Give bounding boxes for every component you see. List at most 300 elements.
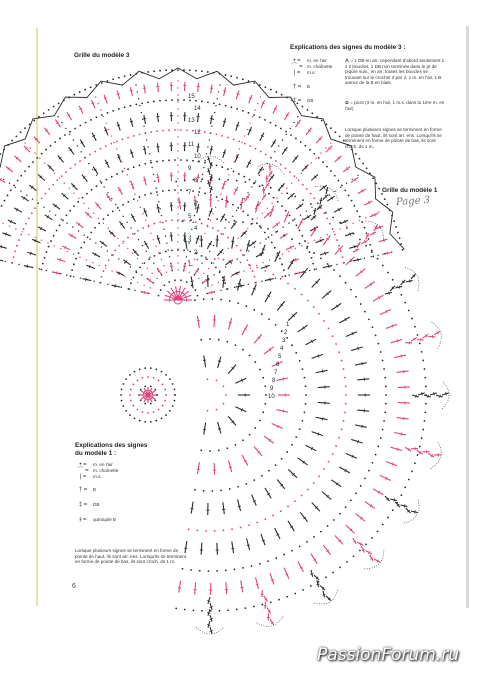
chain-stitch-mark xyxy=(158,380,160,382)
chain-stitch-mark xyxy=(106,179,108,181)
chain-stitch-mark xyxy=(116,173,118,175)
crochet-stitch-mark xyxy=(256,201,259,213)
chain-stitch-mark xyxy=(425,403,427,405)
chain-stitch-mark xyxy=(201,70,203,72)
crochet-stitch-mark xyxy=(208,156,210,163)
chain-stitch-mark xyxy=(305,403,307,405)
crochet-stitch-mark xyxy=(288,521,294,531)
chain-stitch-mark xyxy=(177,213,178,214)
chain-stitch-mark xyxy=(245,305,247,307)
chain-stitch-mark xyxy=(195,221,197,223)
chain-stitch-mark xyxy=(32,161,34,163)
chain-stitch-mark xyxy=(150,131,152,133)
crochet-stitch-bar xyxy=(156,207,159,208)
crochet-stitch-bar xyxy=(178,291,181,292)
chain-stitch-mark xyxy=(285,131,287,133)
crochet-stitch-bar xyxy=(210,619,213,620)
crochet-stitch-bar xyxy=(310,574,313,575)
crochet-stitch-mark xyxy=(210,146,212,155)
chain-stitch-mark xyxy=(134,417,136,419)
chain-stitch-mark xyxy=(265,238,266,239)
chain-stitch-mark xyxy=(153,282,154,283)
chain-stitch-mark xyxy=(280,164,282,166)
chain-stitch-mark xyxy=(218,91,219,92)
chain-stitch-mark xyxy=(186,281,188,283)
crochet-stitch-bar xyxy=(283,377,284,380)
chain-stitch-mark xyxy=(90,232,92,234)
model3-round-number: 4 xyxy=(194,226,198,232)
chain-stitch-mark xyxy=(414,462,416,464)
chain-stitch-mark xyxy=(346,227,348,229)
chain-stitch-mark xyxy=(114,249,116,251)
chain-stitch-mark xyxy=(299,230,301,232)
chain-stitch-mark xyxy=(323,267,324,268)
crochet-stitch-bar xyxy=(185,296,186,299)
chain-stitch-mark xyxy=(153,174,154,175)
chain-stitch-mark xyxy=(205,287,206,288)
chain-stitch-mark xyxy=(59,224,61,226)
chain-stitch-mark xyxy=(112,254,113,255)
crochet-stitch-mark xyxy=(238,499,241,511)
crochet-stitch-bar xyxy=(394,498,395,501)
crochet-stitch-bar xyxy=(27,265,28,268)
chain-stitch-mark xyxy=(52,184,54,186)
chain-stitch-mark xyxy=(359,550,361,552)
crochet-stitch-mark xyxy=(238,279,241,291)
chain-stitch-mark xyxy=(339,135,341,137)
crochet-stitch-mark xyxy=(311,174,318,180)
model1-round-number: 3 xyxy=(282,338,286,344)
crochet-stitch-mark xyxy=(171,202,172,211)
crochet-stitch-mark xyxy=(357,379,369,380)
crochet-stitch-bar xyxy=(253,288,256,289)
chain-stitch-mark xyxy=(242,254,243,255)
crochet-stitch-bar xyxy=(389,292,390,295)
chain-stitch-mark xyxy=(282,276,283,277)
crochet-stitch-bar xyxy=(236,125,239,126)
crochet-stitch-mark xyxy=(117,122,120,131)
crochet-stitch-bar xyxy=(143,149,146,150)
chain-stitch-mark xyxy=(227,168,229,170)
chain-stitch-mark xyxy=(298,179,300,181)
chain-stitch-mark xyxy=(207,293,208,294)
chain-stitch-mark xyxy=(385,403,387,405)
chain-stitch-mark xyxy=(159,70,161,72)
chain-stitch-mark xyxy=(191,229,192,230)
chain-stitch-mark xyxy=(85,122,87,124)
chain-stitch-mark xyxy=(253,183,255,185)
chain-stitch-mark xyxy=(260,151,262,153)
crochet-stitch-bar xyxy=(358,347,359,350)
chain-stitch-mark xyxy=(204,233,205,234)
chain-stitch-mark xyxy=(148,258,150,260)
crochet-stitch-bar xyxy=(170,266,173,267)
chain-stitch-mark xyxy=(330,127,332,129)
chain-stitch-mark xyxy=(60,248,61,249)
chain-stitch-mark xyxy=(161,215,162,216)
chain-stitch-mark xyxy=(343,262,344,263)
chain-stitch-mark xyxy=(294,175,296,177)
chain-stitch-mark xyxy=(107,250,108,251)
crochet-stitch-mark xyxy=(401,280,406,285)
chain-stitch-mark xyxy=(338,351,340,353)
chain-stitch-mark xyxy=(151,273,152,274)
chain-stitch-mark xyxy=(34,152,35,153)
chain-stitch-mark xyxy=(78,198,79,199)
chain-stitch-mark xyxy=(157,268,158,269)
chain-stitch-mark xyxy=(268,279,269,280)
chain-stitch-mark xyxy=(186,129,188,131)
chain-stitch-mark xyxy=(174,189,176,191)
chain-stitch-mark xyxy=(263,169,264,170)
chain-stitch-mark xyxy=(4,200,6,202)
chain-stitch-mark xyxy=(268,470,270,472)
chain-stitch-mark xyxy=(47,242,48,243)
chain-stitch-mark xyxy=(310,193,312,195)
chain-stitch-mark xyxy=(5,261,6,262)
chain-stitch-mark xyxy=(275,125,277,127)
chain-stitch-mark xyxy=(103,270,105,272)
crochet-stitch-bar xyxy=(236,94,239,95)
chain-stitch-mark xyxy=(198,278,199,279)
chain-stitch-mark xyxy=(91,189,93,191)
chain-stitch-mark xyxy=(108,129,109,130)
legend-label: m. en l'air xyxy=(307,58,327,63)
chain-stitch-mark xyxy=(270,601,272,603)
chain-stitch-mark xyxy=(196,259,198,261)
chain-stitch-mark xyxy=(195,100,197,102)
chain-stitch-mark xyxy=(346,183,347,184)
crochet-stitch-bar xyxy=(322,417,323,420)
chain-stitch-mark xyxy=(210,132,211,133)
chain-stitch-mark xyxy=(90,86,92,88)
chain-stitch-mark xyxy=(165,374,167,376)
chain-stitch-mark xyxy=(121,400,123,402)
chain-stitch-mark xyxy=(313,197,315,199)
chain-stitch-mark xyxy=(299,428,301,430)
model3-round-number: 9 xyxy=(188,166,192,172)
crochet-stitch-mark xyxy=(424,395,431,397)
crochet-stitch-mark xyxy=(339,467,349,473)
chain-stitch-mark xyxy=(99,265,100,266)
chain-stitch-mark xyxy=(377,530,379,532)
chain-stitch-mark xyxy=(377,445,379,447)
chain-stitch-mark xyxy=(156,191,158,193)
crochet-stitch-bar xyxy=(223,90,226,91)
chain-stitch-mark xyxy=(129,414,131,416)
chain-stitch-mark xyxy=(288,251,289,252)
crochet-stitch-mark xyxy=(276,378,288,381)
chain-stitch-mark xyxy=(355,492,357,494)
chain-stitch-mark xyxy=(424,368,426,370)
chain-stitch-mark xyxy=(288,222,289,223)
crochet-stitch-mark xyxy=(411,511,418,513)
chain-stitch-mark xyxy=(165,251,167,253)
chain-stitch-mark xyxy=(168,249,169,250)
chain-stitch-mark xyxy=(250,268,251,269)
chain-stitch-mark xyxy=(307,489,309,491)
chain-stitch-mark xyxy=(408,479,410,481)
chain-stitch-mark xyxy=(282,254,283,255)
chain-stitch-mark xyxy=(310,585,312,587)
chain-stitch-mark xyxy=(395,226,397,228)
chain-stitch-mark xyxy=(325,147,326,148)
crochet-stitch-bar xyxy=(401,354,402,357)
chain-stitch-mark xyxy=(278,599,280,601)
crochet-stitch-mark xyxy=(157,204,159,213)
chain-stitch-mark xyxy=(291,183,292,184)
crochet-stitch-bar xyxy=(249,98,252,99)
chain-stitch-mark xyxy=(309,270,310,271)
chain-stitch-mark xyxy=(342,256,344,258)
crochet-stitch-bar xyxy=(89,265,90,268)
handwritten-page-note: Page 3 xyxy=(395,194,431,209)
legend-row xyxy=(76,474,156,480)
chain-stitch-mark xyxy=(313,153,315,155)
chain-stitch-mark xyxy=(316,268,317,269)
crochet-stitch-bar xyxy=(397,339,398,342)
chain-stitch-mark xyxy=(29,147,30,148)
chain-stitch-mark xyxy=(259,420,261,422)
crochet-stitch-mark xyxy=(390,286,395,291)
chain-stitch-mark xyxy=(69,210,71,212)
crochet-stitch-mark xyxy=(204,423,206,435)
chain-stitch-mark xyxy=(269,259,270,260)
chain-stitch-mark xyxy=(384,198,386,200)
chain-stitch-mark xyxy=(255,180,256,181)
chain-stitch-mark xyxy=(145,132,146,133)
crochet-stitch-mark xyxy=(288,259,294,269)
chain-stitch-mark xyxy=(150,386,152,388)
chain-stitch-mark xyxy=(50,145,52,147)
crochet-stitch-mark xyxy=(34,136,40,143)
chain-stitch-mark xyxy=(221,233,222,234)
chain-stitch-mark xyxy=(341,429,343,431)
crochet-stitch-mark xyxy=(217,249,223,256)
chain-stitch-mark xyxy=(335,343,337,345)
crochet-stitch-bar xyxy=(210,118,213,119)
crochet-stitch-mark xyxy=(326,146,332,152)
chain-stitch-mark xyxy=(144,386,146,388)
chain-stitch-mark xyxy=(172,405,174,407)
chain-stitch-mark xyxy=(164,400,166,402)
chain-stitch-mark xyxy=(153,377,155,379)
chain-stitch-mark xyxy=(283,226,284,227)
chain-stitch-mark xyxy=(281,263,283,265)
chain-stitch-mark xyxy=(290,134,292,136)
crochet-stitch-bar xyxy=(210,88,213,89)
chain-stitch-mark xyxy=(224,282,226,284)
chain-stitch-mark xyxy=(231,168,232,169)
chain-stitch-mark xyxy=(201,610,203,612)
chain-stitch-mark xyxy=(219,271,221,273)
chain-stitch-mark xyxy=(375,454,377,456)
chain-stitch-mark xyxy=(215,105,216,106)
chain-stitch-mark xyxy=(267,560,269,562)
chain-stitch-mark xyxy=(359,239,361,241)
chain-stitch-mark xyxy=(191,265,192,266)
chain-stitch-mark xyxy=(237,302,239,304)
crochet-stitch-mark xyxy=(209,208,212,216)
crochet-stitch-mark xyxy=(323,591,325,598)
chain-stitch-mark xyxy=(295,248,296,249)
chain-stitch-mark xyxy=(182,568,184,570)
chain-stitch-mark xyxy=(62,219,64,221)
chain-stitch-mark xyxy=(190,569,192,571)
chain-stitch-mark xyxy=(287,283,289,285)
chain-stitch-mark xyxy=(150,421,152,423)
crochet-stitch-mark xyxy=(195,582,196,594)
chain-stitch-mark xyxy=(142,377,144,379)
chain-stitch-mark xyxy=(240,527,242,529)
chain-stitch-mark xyxy=(24,170,26,172)
crochet-stitch-bar xyxy=(428,395,429,398)
chain-stitch-mark xyxy=(165,220,167,222)
chain-stitch-mark xyxy=(79,160,81,162)
chain-stitch-mark xyxy=(332,228,334,230)
chain-stitch-mark xyxy=(93,213,94,214)
chain-stitch-mark xyxy=(249,434,251,436)
crochet-stitch-bar xyxy=(316,584,319,585)
model1-round-number: 4 xyxy=(280,346,284,352)
chain-stitch-mark xyxy=(259,185,261,187)
chain-stitch-mark xyxy=(216,218,218,220)
chain-stitch-mark xyxy=(147,268,148,269)
chain-stitch-mark xyxy=(327,234,328,235)
chain-stitch-mark xyxy=(231,528,233,530)
chain-stitch-mark xyxy=(249,179,251,181)
chain-stitch-mark xyxy=(139,420,141,422)
chain-stitch-mark xyxy=(150,367,152,369)
chain-stitch-mark xyxy=(33,120,35,122)
chain-stitch-mark xyxy=(105,265,107,267)
chain-stitch-mark xyxy=(375,182,377,184)
chain-stitch-mark xyxy=(111,176,113,178)
chain-stitch-mark xyxy=(345,506,347,508)
chain-stitch-mark xyxy=(262,377,264,379)
chain-stitch-mark xyxy=(350,499,352,501)
crochet-stitch-bar xyxy=(358,440,359,443)
chain-stitch-mark xyxy=(171,249,173,251)
chain-stitch-mark xyxy=(264,403,266,405)
crochet-stitch-mark xyxy=(211,85,212,94)
chain-stitch-mark xyxy=(184,263,185,264)
crochet-stitch-mark xyxy=(270,573,274,584)
chain-stitch-mark xyxy=(259,117,261,119)
chain-stitch-mark xyxy=(345,282,347,284)
crochet-stitch-bar xyxy=(399,286,400,289)
chain-stitch-mark xyxy=(264,119,266,121)
chain-stitch-mark xyxy=(425,385,427,387)
chain-stitch-mark xyxy=(80,247,82,249)
chain-stitch-mark xyxy=(283,269,285,271)
crochet-stitch-mark xyxy=(355,363,367,365)
chain-stitch-mark xyxy=(238,173,240,175)
crochet-stitch-mark xyxy=(288,469,297,477)
chain-stitch-mark xyxy=(130,74,132,76)
chain-stitch-mark xyxy=(59,273,60,274)
picot-explanation xyxy=(345,100,445,111)
chain-stitch-mark xyxy=(41,197,43,199)
chain-stitch-mark xyxy=(334,175,336,177)
crochet-stitch-bar xyxy=(262,540,265,541)
chain-stitch-mark xyxy=(225,569,227,571)
model3-round-number: 3 xyxy=(188,238,192,244)
crochet-stitch-mark xyxy=(326,187,328,194)
chain-stitch-mark xyxy=(172,383,174,385)
chain-stitch-mark xyxy=(105,268,106,269)
crochet-stitch-mark xyxy=(242,324,248,335)
chain-stitch-mark xyxy=(130,282,132,284)
crochet-stitch-mark xyxy=(322,492,331,500)
crochet-stitch-mark xyxy=(185,237,187,249)
crochet-stitch-bar xyxy=(354,245,355,248)
crochet-stitch-bar xyxy=(207,159,210,160)
chain-stitch-mark xyxy=(137,91,138,92)
chain-stitch-mark xyxy=(280,278,282,280)
chain-stitch-mark xyxy=(264,86,266,88)
crochet-stitch-mark xyxy=(208,168,210,175)
chain-stitch-mark xyxy=(211,284,212,285)
crochet-stitch-mark xyxy=(228,460,231,472)
chain-stitch-mark xyxy=(225,181,226,182)
crochet-stitch-bar xyxy=(253,501,256,502)
chain-stitch-mark xyxy=(177,87,178,88)
chain-stitch-mark xyxy=(25,223,27,225)
chain-stitch-mark xyxy=(133,166,135,168)
crochet-stitch-mark xyxy=(144,115,146,124)
chain-stitch-mark xyxy=(368,318,370,320)
chain-stitch-mark xyxy=(126,221,127,222)
model1-scallop xyxy=(257,616,284,627)
chain-stitch-mark xyxy=(214,112,215,113)
crochet-stitch-mark xyxy=(252,284,257,295)
crochet-stitch-mark xyxy=(311,554,317,564)
chain-stitch-mark xyxy=(186,256,187,257)
crochet-stitch-mark xyxy=(208,621,210,628)
chain-stitch-mark xyxy=(107,112,109,114)
crochet-stitch-mark xyxy=(277,301,284,310)
chain-stitch-mark xyxy=(256,265,257,266)
crochet-stitch-mark xyxy=(24,146,30,152)
chain-stitch-mark xyxy=(216,165,218,167)
chain-stitch-mark xyxy=(306,541,308,543)
chain-stitch-mark xyxy=(34,207,36,209)
crochet-stitch-bar xyxy=(325,190,328,191)
chain-stitch-mark xyxy=(338,437,340,439)
crochet-stitch-mark xyxy=(236,91,239,100)
chain-stitch-mark xyxy=(211,126,212,127)
crochet-stitch-bar xyxy=(362,425,363,428)
chain-stitch-mark xyxy=(202,282,203,283)
chain-stitch-mark xyxy=(242,349,244,351)
crochet-stitch-mark xyxy=(241,198,243,210)
chain-stitch-mark xyxy=(297,116,298,117)
chain-stitch-mark xyxy=(235,444,237,446)
picot-icon: ✿ xyxy=(345,100,349,105)
chain-stitch-mark xyxy=(354,205,356,207)
crochet-stitch-bar xyxy=(131,184,134,185)
chain-stitch-mark xyxy=(225,74,227,76)
crochet-stitch-mark xyxy=(335,246,343,255)
crochet-stitch-mark xyxy=(226,582,227,594)
chain-stitch-mark xyxy=(177,157,178,158)
single-crochet-icon: | = xyxy=(293,70,301,76)
crochet-stitch-bar xyxy=(318,433,319,436)
chain-stitch-mark xyxy=(147,71,149,73)
chain-stitch-mark xyxy=(155,420,157,422)
chain-stitch-mark xyxy=(244,135,245,136)
